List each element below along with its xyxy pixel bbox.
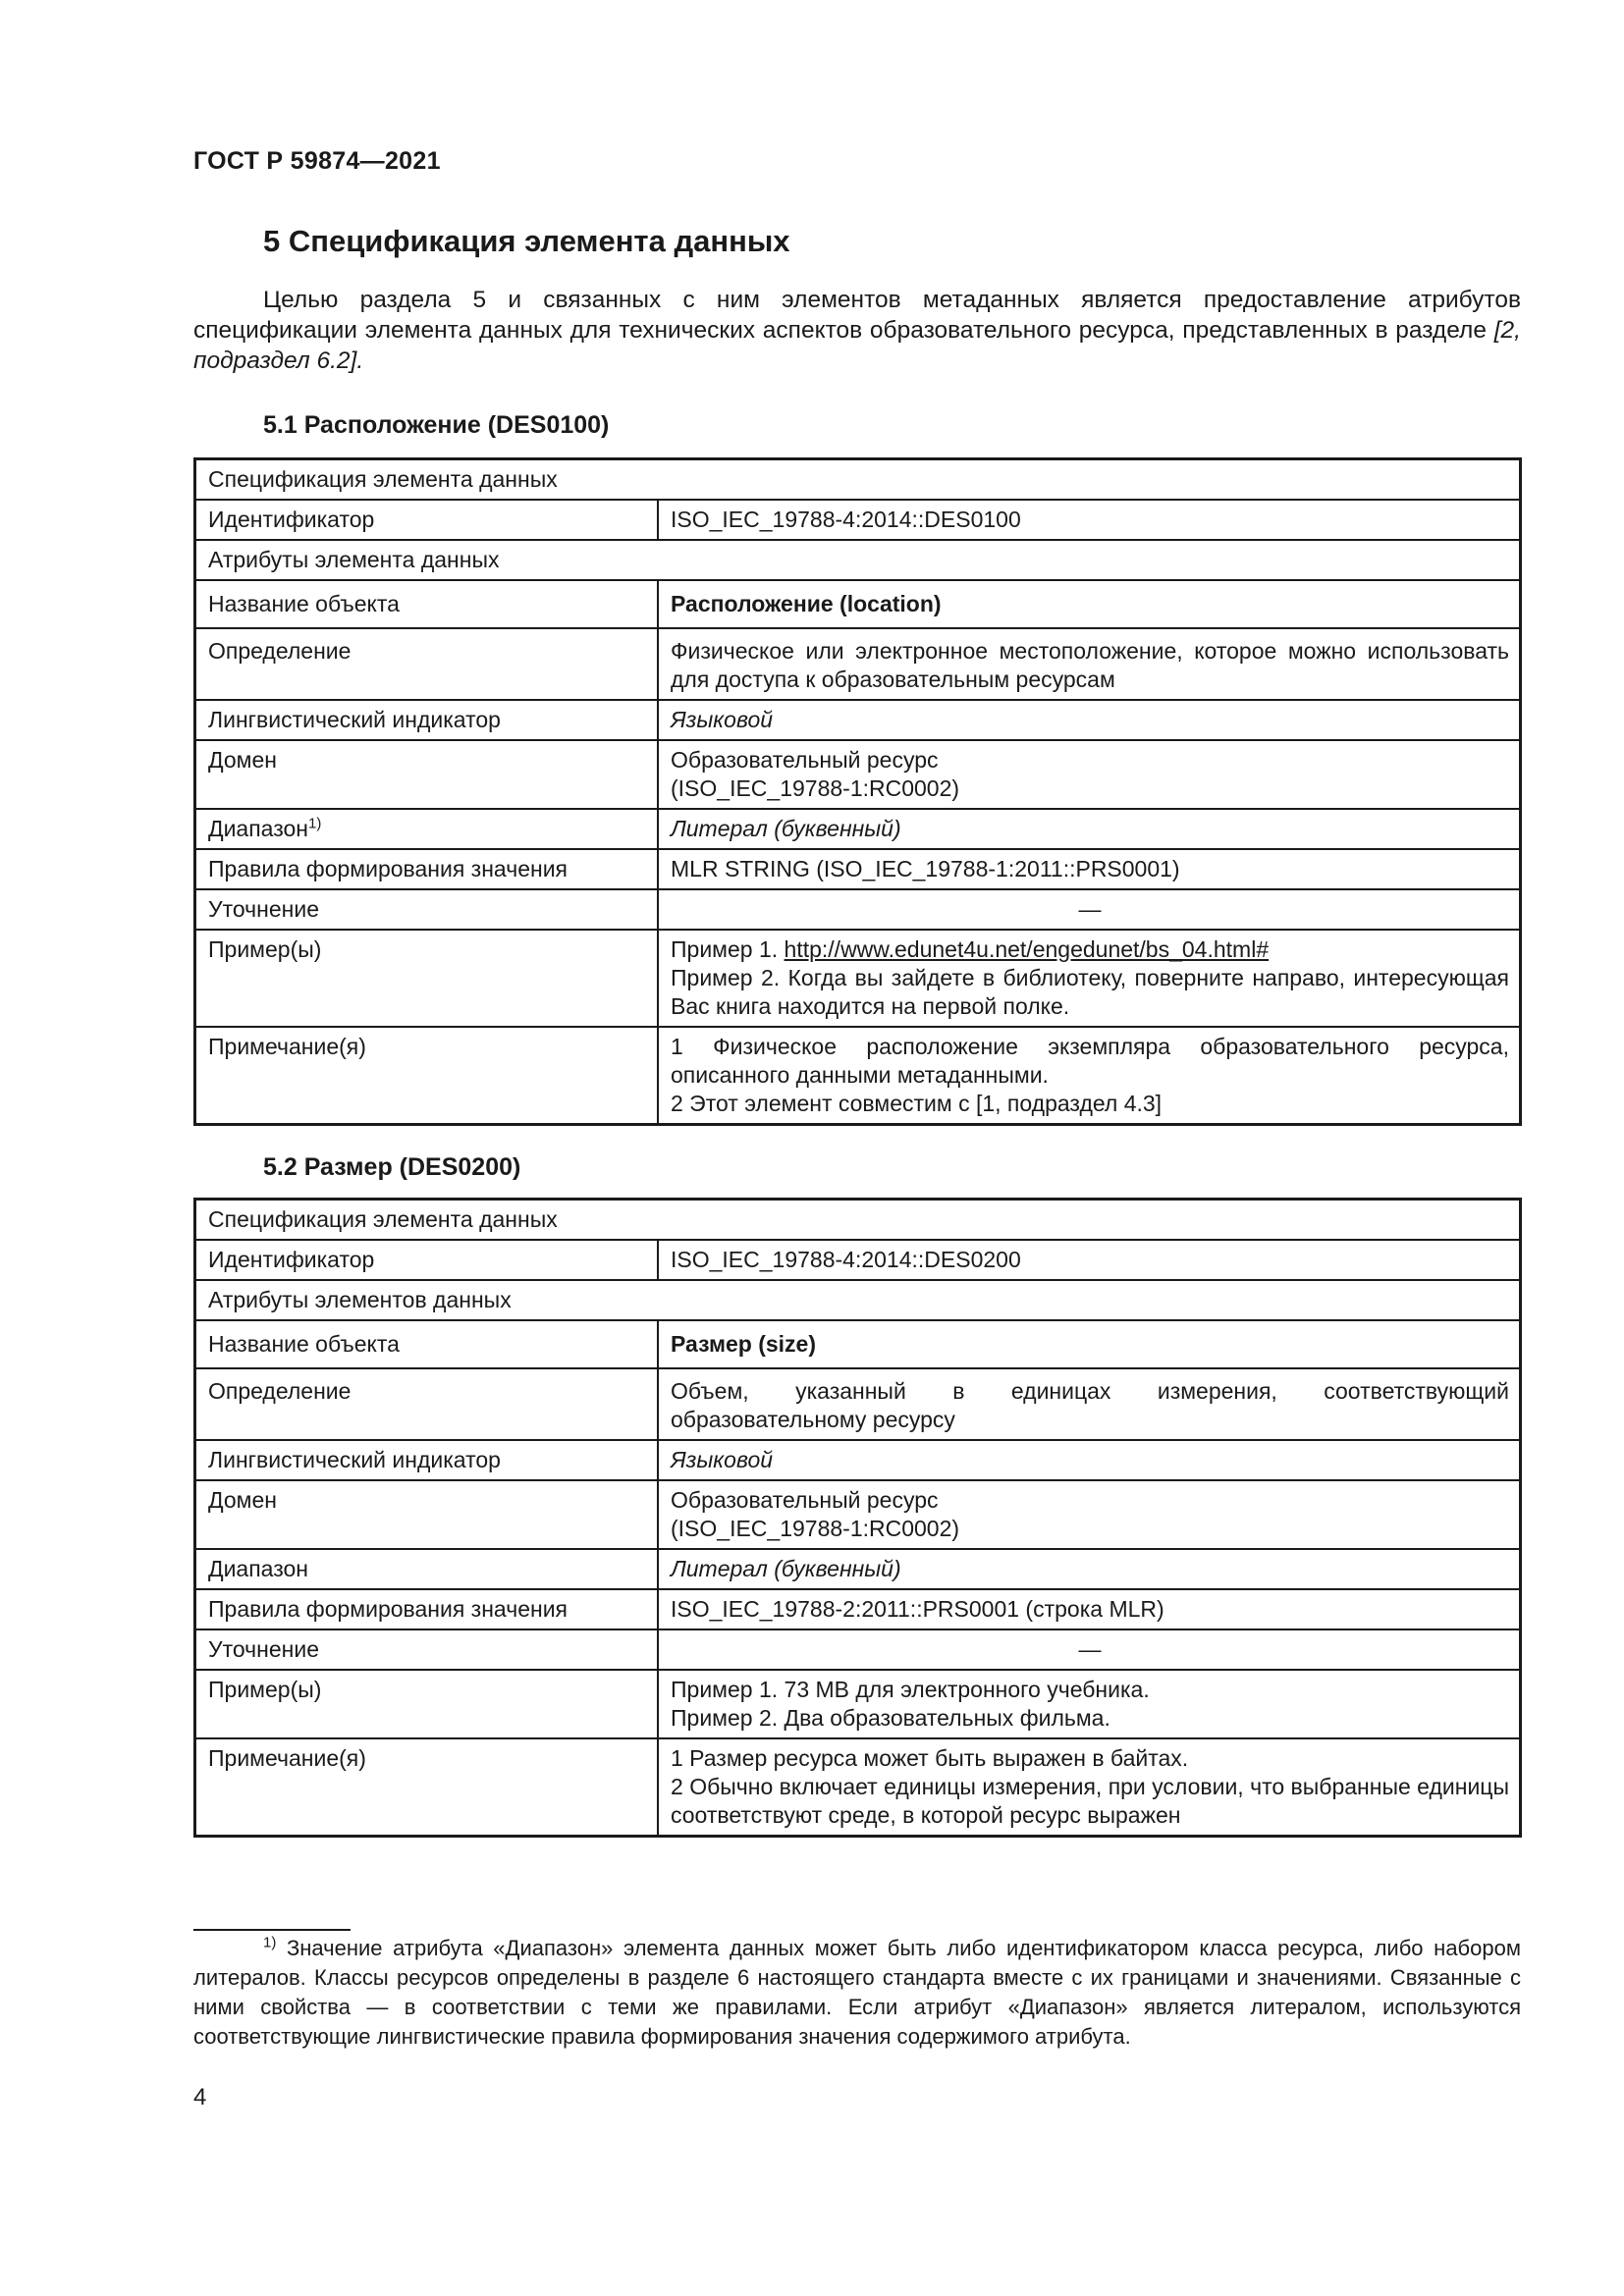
table-row bbox=[195, 580, 1521, 628]
table-row bbox=[195, 1549, 1521, 1589]
example-2: Пример 2. Два образовательных фильма. bbox=[671, 1705, 1110, 1731]
range-label: Диапазон bbox=[195, 1549, 659, 1589]
examples-value bbox=[658, 1670, 1521, 1738]
object-name-value: Размер (size) bbox=[658, 1320, 1521, 1368]
examples-value bbox=[658, 930, 1521, 1027]
range-value: Литерал (буквенный) bbox=[658, 809, 1521, 849]
table-row bbox=[195, 849, 1521, 889]
domain-value-line-2: (ISO_IEC_19788-1:RC0002) bbox=[671, 775, 960, 801]
linguistic-indicator-label: Лингвистический индикатор bbox=[195, 700, 659, 740]
identifier-label: Идентификатор bbox=[195, 1240, 659, 1280]
footnote-marker-wrap bbox=[193, 1936, 276, 1960]
notes-value bbox=[658, 1027, 1521, 1125]
refinement-label: Уточнение bbox=[195, 1629, 659, 1670]
example-1 bbox=[671, 935, 1509, 964]
range-label bbox=[195, 809, 659, 849]
definition-label: Определение bbox=[195, 628, 659, 700]
table-row bbox=[195, 1280, 1521, 1320]
linguistic-indicator-label: Лингвистический индикатор bbox=[195, 1440, 659, 1480]
linguistic-indicator-value: Языковой bbox=[658, 1440, 1521, 1480]
footnote-ref[interactable]: 1) bbox=[307, 815, 322, 832]
range-value: Литерал (буквенный) bbox=[658, 1549, 1521, 1589]
note-2: 2 Обычно включает единицы измерения, при условии, что выбранные единицы соответствуют среде, в которой ресурс выражен bbox=[671, 1774, 1509, 1828]
note-1: 1 Размер ресурса может быть выражен в байтах. bbox=[671, 1745, 1189, 1771]
spec-header-cell: Спецификация элемента данных bbox=[195, 459, 1521, 501]
identifier-value: ISO_IEC_19788-4:2014::DES0200 bbox=[658, 1240, 1521, 1280]
notes-label: Примечание(я) bbox=[195, 1027, 659, 1125]
table-row bbox=[195, 809, 1521, 849]
example-1-prefix: Пример 1. bbox=[671, 936, 785, 962]
object-name-label: Название объекта bbox=[195, 580, 659, 628]
note-1: 1 Физическое расположение экземпляра образовательного ресурса, описанного данными метаданными. bbox=[671, 1034, 1509, 1088]
section-title: 5 Спецификация элемента данных bbox=[263, 224, 790, 258]
intro-reference: [2, подраздел 6.2]. bbox=[193, 317, 1521, 374]
table-row bbox=[195, 1629, 1521, 1670]
table-row bbox=[195, 1589, 1521, 1629]
domain-label: Домен bbox=[195, 1480, 659, 1549]
linguistic-indicator-value: Языковой bbox=[658, 700, 1521, 740]
spec-header-cell: Спецификация элемента данных bbox=[195, 1200, 1521, 1241]
definition-value: Объем, указанный в единицах измерения, соответствующий образовательному ресурсу bbox=[658, 1368, 1521, 1440]
domain-value-line-1: Образовательный ресурс bbox=[671, 747, 939, 773]
examples-label: Пример(ы) bbox=[195, 930, 659, 1027]
table-row bbox=[195, 740, 1521, 809]
domain-label: Домен bbox=[195, 740, 659, 809]
example-1: Пример 1. 73 MB для электронного учебника. bbox=[671, 1677, 1150, 1702]
object-name-value: Расположение (location) bbox=[658, 580, 1521, 628]
attributes-header-cell: Атрибуты элементов данных bbox=[195, 1280, 1521, 1320]
table-row bbox=[195, 700, 1521, 740]
value-rules-value: MLR STRING (ISO_IEC_19788-1:2011::PRS0001) bbox=[658, 849, 1521, 889]
examples-label: Пример(ы) bbox=[195, 1670, 659, 1738]
definition-value: Физическое или электронное местоположение, которое можно использовать для доступа к образовательным ресурсам bbox=[658, 628, 1521, 700]
refinement-label: Уточнение bbox=[195, 889, 659, 930]
definition-label: Определение bbox=[195, 1368, 659, 1440]
footnote-marker: 1) bbox=[263, 1934, 277, 1951]
page-number: 4 bbox=[193, 2084, 207, 2110]
table-row bbox=[195, 1440, 1521, 1480]
table-row bbox=[195, 1240, 1521, 1280]
table-row bbox=[195, 1670, 1521, 1738]
object-name-label: Название объекта bbox=[195, 1320, 659, 1368]
table-row bbox=[195, 459, 1521, 501]
spec-table-size bbox=[193, 1198, 1522, 1838]
domain-value bbox=[658, 740, 1521, 809]
value-rules-label: Правила формирования значения bbox=[195, 849, 659, 889]
table-row bbox=[195, 628, 1521, 700]
footnote-text: Значение атрибута «Диапазон» элемента данных может быть либо идентификатором класса ресурса, либо набором литералов. Классы ресурсов определены в разделе 6 настоящего стандарта вместе с их границами и значениями. Связанные с ними свойства — в соответствии с теми же правилами. Если атрибут «Диапазон» является литералом, используются соответствующие лингвистические правила формирования значения содержимого атрибута. bbox=[193, 1936, 1521, 2049]
note-2: 2 Этот элемент совместим с [1, подраздел 4.3] bbox=[671, 1091, 1163, 1116]
range-label-text: Диапазон bbox=[208, 816, 308, 841]
spec-table-location bbox=[193, 457, 1522, 1126]
example-2: Пример 2. Когда вы зайдете в библиотеку, поверните направо, интересующая Вас книга находится на первой полке. bbox=[671, 965, 1509, 1019]
table-row bbox=[195, 1368, 1521, 1440]
value-rules-value: ISO_IEC_19788-2:2011::PRS0001 (строка MLR) bbox=[658, 1589, 1521, 1629]
domain-value-line-2: (ISO_IEC_19788-1:RC0002) bbox=[671, 1516, 960, 1541]
table-row bbox=[195, 1480, 1521, 1549]
domain-value bbox=[658, 1480, 1521, 1549]
refinement-value: — bbox=[658, 1629, 1521, 1670]
identifier-value: ISO_IEC_19788-4:2014::DES0100 bbox=[658, 500, 1521, 540]
footnote bbox=[193, 1934, 1521, 2052]
table-row bbox=[195, 930, 1521, 1027]
section-intro bbox=[193, 285, 1521, 376]
table-row bbox=[195, 500, 1521, 540]
table-row bbox=[195, 540, 1521, 580]
table-row bbox=[195, 1200, 1521, 1241]
subsection-title-location: 5.1 Расположение (DES0100) bbox=[263, 411, 610, 439]
subsection-title-size: 5.2 Размер (DES0200) bbox=[263, 1153, 521, 1181]
notes-label: Примечание(я) bbox=[195, 1738, 659, 1837]
intro-text: Целью раздела 5 и связанных с ним элементов метаданных является предоставление атрибутов спецификации элемента данных для технических аспектов образовательного ресурса, представленных в разделе bbox=[193, 287, 1521, 344]
table-row bbox=[195, 1738, 1521, 1837]
attributes-header-cell: Атрибуты элемента данных bbox=[195, 540, 1521, 580]
identifier-label: Идентификатор bbox=[195, 500, 659, 540]
table-row bbox=[195, 1027, 1521, 1125]
table-row bbox=[195, 889, 1521, 930]
document-code-header: ГОСТ Р 59874—2021 bbox=[193, 147, 441, 175]
refinement-value: — bbox=[658, 889, 1521, 930]
notes-value bbox=[658, 1738, 1521, 1837]
value-rules-label: Правила формирования значения bbox=[195, 1589, 659, 1629]
example-1-link[interactable]: http://www.edunet4u.net/engedunet/bs_04.html# bbox=[784, 936, 1270, 962]
table-row bbox=[195, 1320, 1521, 1368]
footnote-separator bbox=[193, 1929, 351, 1931]
domain-value-line-1: Образовательный ресурс bbox=[671, 1487, 939, 1513]
